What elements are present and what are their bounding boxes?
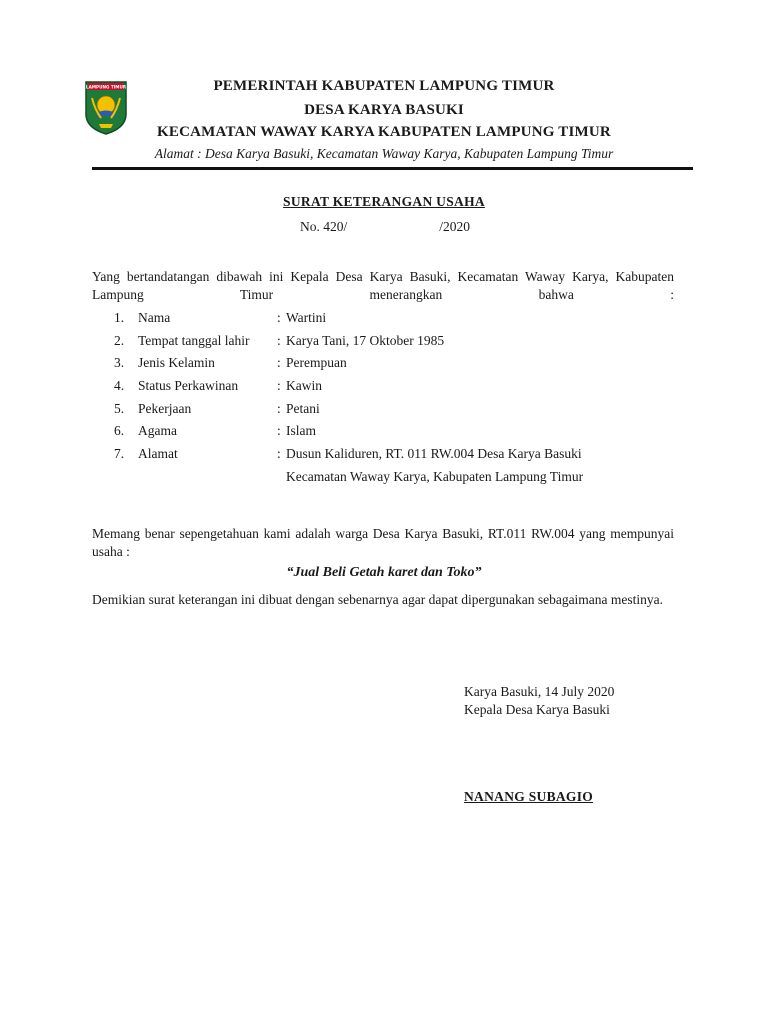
item-colon: : (277, 400, 281, 416)
identity-item (92, 401, 692, 424)
item-value: Kawin (286, 378, 322, 394)
letter-number-suffix: /2020 (439, 219, 471, 234)
letter-title: SURAT KETERANGAN USAHA (283, 194, 485, 209)
item-label: Pekerjaan (138, 400, 192, 416)
item-colon: : (277, 310, 281, 325)
identity-item (92, 446, 692, 469)
intro-paragraph: Yang bertandatangan dibawah ini Kepala Desa Karya Basuki, Kecamatan Waway Karya, Kabupaten Lampung Timur menerangkan bahwa : (92, 269, 674, 302)
item-label: Status Perkawinan (138, 378, 239, 394)
letterhead-address: Alamat : Desa Karya Basuki, Kecamatan Waway Karya, Kabupaten Lampung Timur (154, 146, 614, 161)
item-colon: : (277, 423, 281, 439)
item-value: Dusun Kaliduren, RT. 011 RW.004 Desa Karya Basuki (286, 446, 582, 462)
item-label: Agama (138, 423, 177, 439)
signature-position: Kepala Desa Karya Basuki (464, 702, 610, 717)
item-value: Wartini (286, 310, 327, 325)
item-value: Perempuan (286, 355, 347, 371)
item-value: Islam (286, 423, 316, 439)
item-label: Alamat (138, 446, 178, 462)
item-number: 3. (114, 355, 125, 371)
item-colon: : (277, 378, 281, 394)
closing-paragraph: Demikian surat keterangan ini dibuat dengan sebenarnya agar dapat dipergunakan sebagaimana mestinya. (92, 592, 664, 607)
item-colon: : (277, 446, 281, 462)
identity-list (92, 310, 692, 491)
letter-number-prefix: No. 420/ (300, 219, 348, 234)
identity-item (92, 355, 692, 378)
signer-name: NANANG SUBAGIO (464, 789, 594, 804)
item-number: 1. (114, 310, 125, 325)
letter-number (300, 219, 470, 235)
item-number: 5. (114, 400, 125, 416)
identity-item (92, 333, 692, 356)
statement-paragraph: Memang benar sepengetahuan kami adalah warga Desa Karya Basuki, RT.011 RW.004 yang mempunyai usaha : (92, 526, 674, 559)
item-number: 6. (114, 423, 125, 439)
item-colon: : (277, 355, 281, 371)
identity-item (92, 310, 692, 333)
item-label: Nama (138, 310, 171, 325)
signature-block (464, 683, 614, 719)
letterhead-district: KECAMATAN WAWAY KARYA KABUPATEN LAMPUNG TIMUR (157, 124, 611, 140)
logo-lettering: LAMPUNG TIMUR (85, 84, 127, 90)
item-value: Petani (286, 400, 320, 416)
letterhead-divider (92, 167, 693, 170)
letterhead-village: DESA KARYA BASUKI (304, 102, 464, 118)
item-number: 2. (114, 332, 125, 348)
business-name: “Jual Beli Getah karet dan Toko” (286, 565, 482, 580)
item-label: Jenis Kelamin (138, 355, 215, 371)
address-line-2: Kecamatan Waway Karya, Kabupaten Lampung Timur (286, 468, 584, 484)
item-colon: : (277, 332, 281, 348)
item-value: Karya Tani, 17 Oktober 1985 (286, 332, 445, 348)
item-label: Tempat tanggal lahir (138, 332, 250, 348)
identity-item (92, 423, 692, 446)
identity-item (92, 378, 692, 401)
letterhead-government: PEMERINTAH KABUPATEN LAMPUNG TIMUR (213, 78, 555, 94)
item-number: 4. (114, 378, 125, 394)
signature-place-date: Karya Basuki, 14 July 2020 (464, 684, 615, 699)
item-number: 7. (114, 446, 125, 462)
identity-item-continuation (92, 469, 692, 491)
